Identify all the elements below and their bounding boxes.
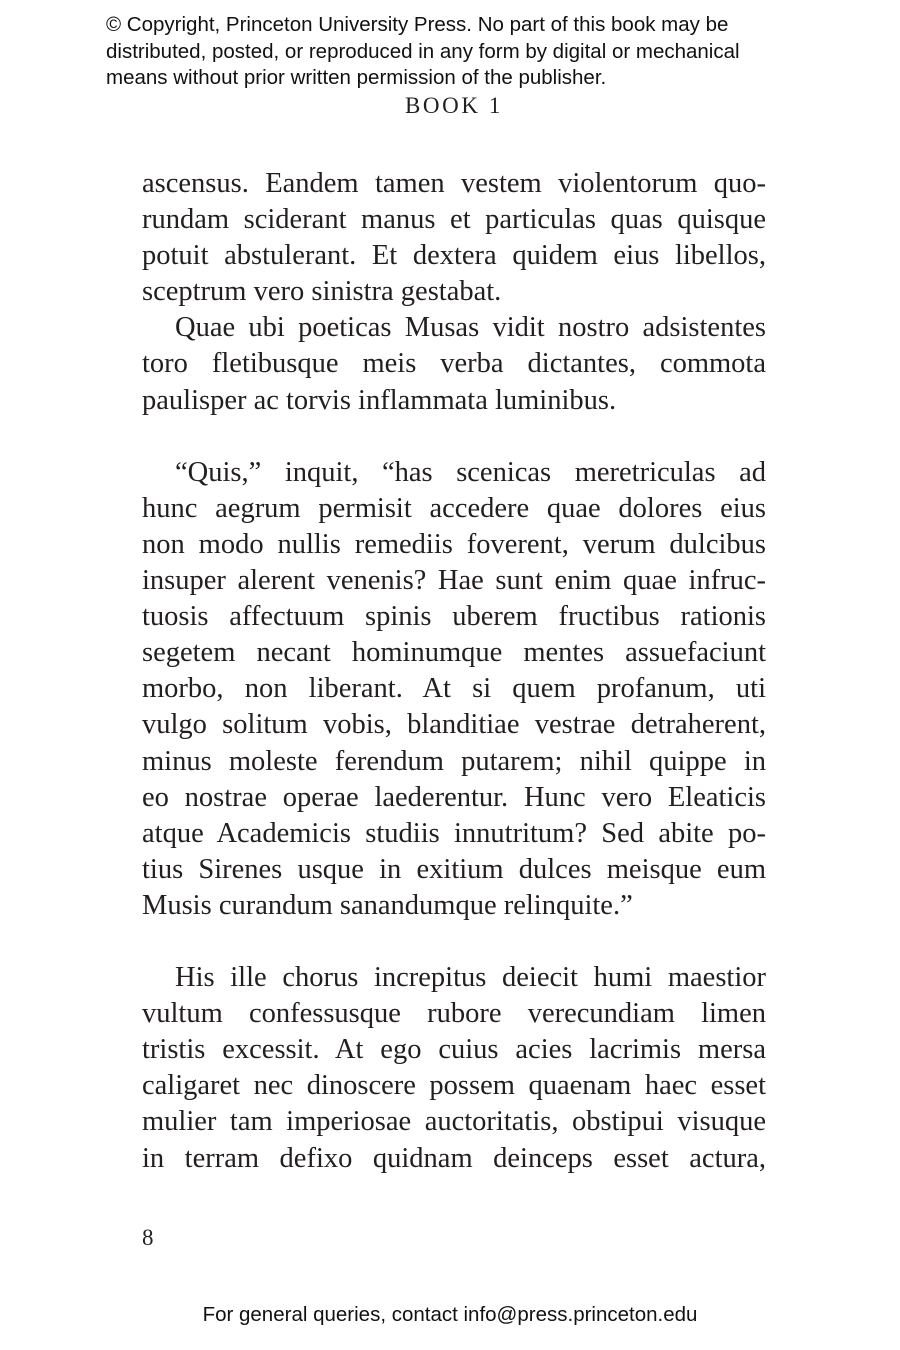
running-head: BOOK 1 xyxy=(404,93,504,118)
copyright-line: means without prior written permission of the publisher. xyxy=(106,66,607,89)
text-line: segetem necant hominumque mentes assuefaciunt xyxy=(142,637,766,669)
text-line: rundam sciderant manus et particulas quas quisque xyxy=(142,204,766,236)
text-line: His ille chorus increpitus deiecit humi maestior xyxy=(175,962,766,994)
text-line: atque Academicis studiis innutritum? Sed abite po- xyxy=(142,817,766,849)
footer-contact: For general queries, contact info@press.princeton.edu xyxy=(202,1303,698,1326)
text-line: ascensus. Eandem tamen vestem violentorum quo- xyxy=(142,168,766,199)
paragraph-spacer xyxy=(142,419,766,455)
text-line: hunc aegrum permisit accedere quae dolores eius xyxy=(142,492,766,524)
paragraph-spacer xyxy=(142,924,766,960)
text-line: Quae ubi poeticas Musas vidit nostro adsistentes xyxy=(175,312,766,344)
body-text xyxy=(142,166,766,1177)
text-line: Musis curandum sanandumque relinquite.” xyxy=(142,889,633,921)
text-line: minus moleste ferendum putarem; nihil quippe in xyxy=(142,745,766,777)
paragraph xyxy=(142,166,766,310)
text-line: toro fletibusque meis verba dictantes, commota xyxy=(142,348,766,380)
paragraph xyxy=(142,960,766,1177)
text-line: tristis excessit. At ego cuius acies lacrimis mersa xyxy=(142,1034,766,1066)
text-line: insuper alerent venenis? Hae sunt enim quae infruc- xyxy=(142,565,766,597)
text-line: in terram defixo quidnam deinceps esset actura, xyxy=(142,1142,766,1174)
page-number: 8 xyxy=(142,1225,154,1250)
copyright-notice xyxy=(106,12,846,92)
text-line: vulgo solitum vobis, blanditiae vestrae detraherent, xyxy=(142,709,766,741)
paragraph xyxy=(142,310,766,418)
text-line: non modo nullis remediis foverent, verum dulcibus xyxy=(142,528,766,560)
text-line: caligaret nec dinoscere possem quaenam haec esset xyxy=(142,1070,766,1102)
text-line: “Quis,” inquit, “has scenicas meretriculas ad xyxy=(175,456,766,488)
text-line: tuosis affectuum spinis uberem fructibus rationis xyxy=(142,601,766,633)
copyright-line: distributed, posted, or reproduced in any form by digital or mechanical xyxy=(106,39,740,63)
text-line: potuit abstulerant. Et dextera quidem eius libellos, xyxy=(142,240,766,272)
text-line: tius Sirenes usque in exitium dulces meisque eum xyxy=(142,853,766,885)
copyright-line: © Copyright, Princeton University Press. No part of this book may be xyxy=(106,13,729,36)
text-line: sceptrum vero sinistra gestabat. xyxy=(142,276,502,308)
paragraph xyxy=(142,455,766,924)
text-line: eo nostrae operae laederentur. Hunc vero Eleaticis xyxy=(142,781,766,813)
text-line: morbo, non liberant. At si quem profanum, uti xyxy=(142,673,766,705)
text-line: mulier tam imperiosae auctoritatis, obstipui visuque xyxy=(142,1106,766,1138)
text-line: vultum confessusque rubore verecundiam limen xyxy=(142,998,766,1030)
text-line: paulisper ac torvis inflammata luminibus. xyxy=(142,384,617,416)
